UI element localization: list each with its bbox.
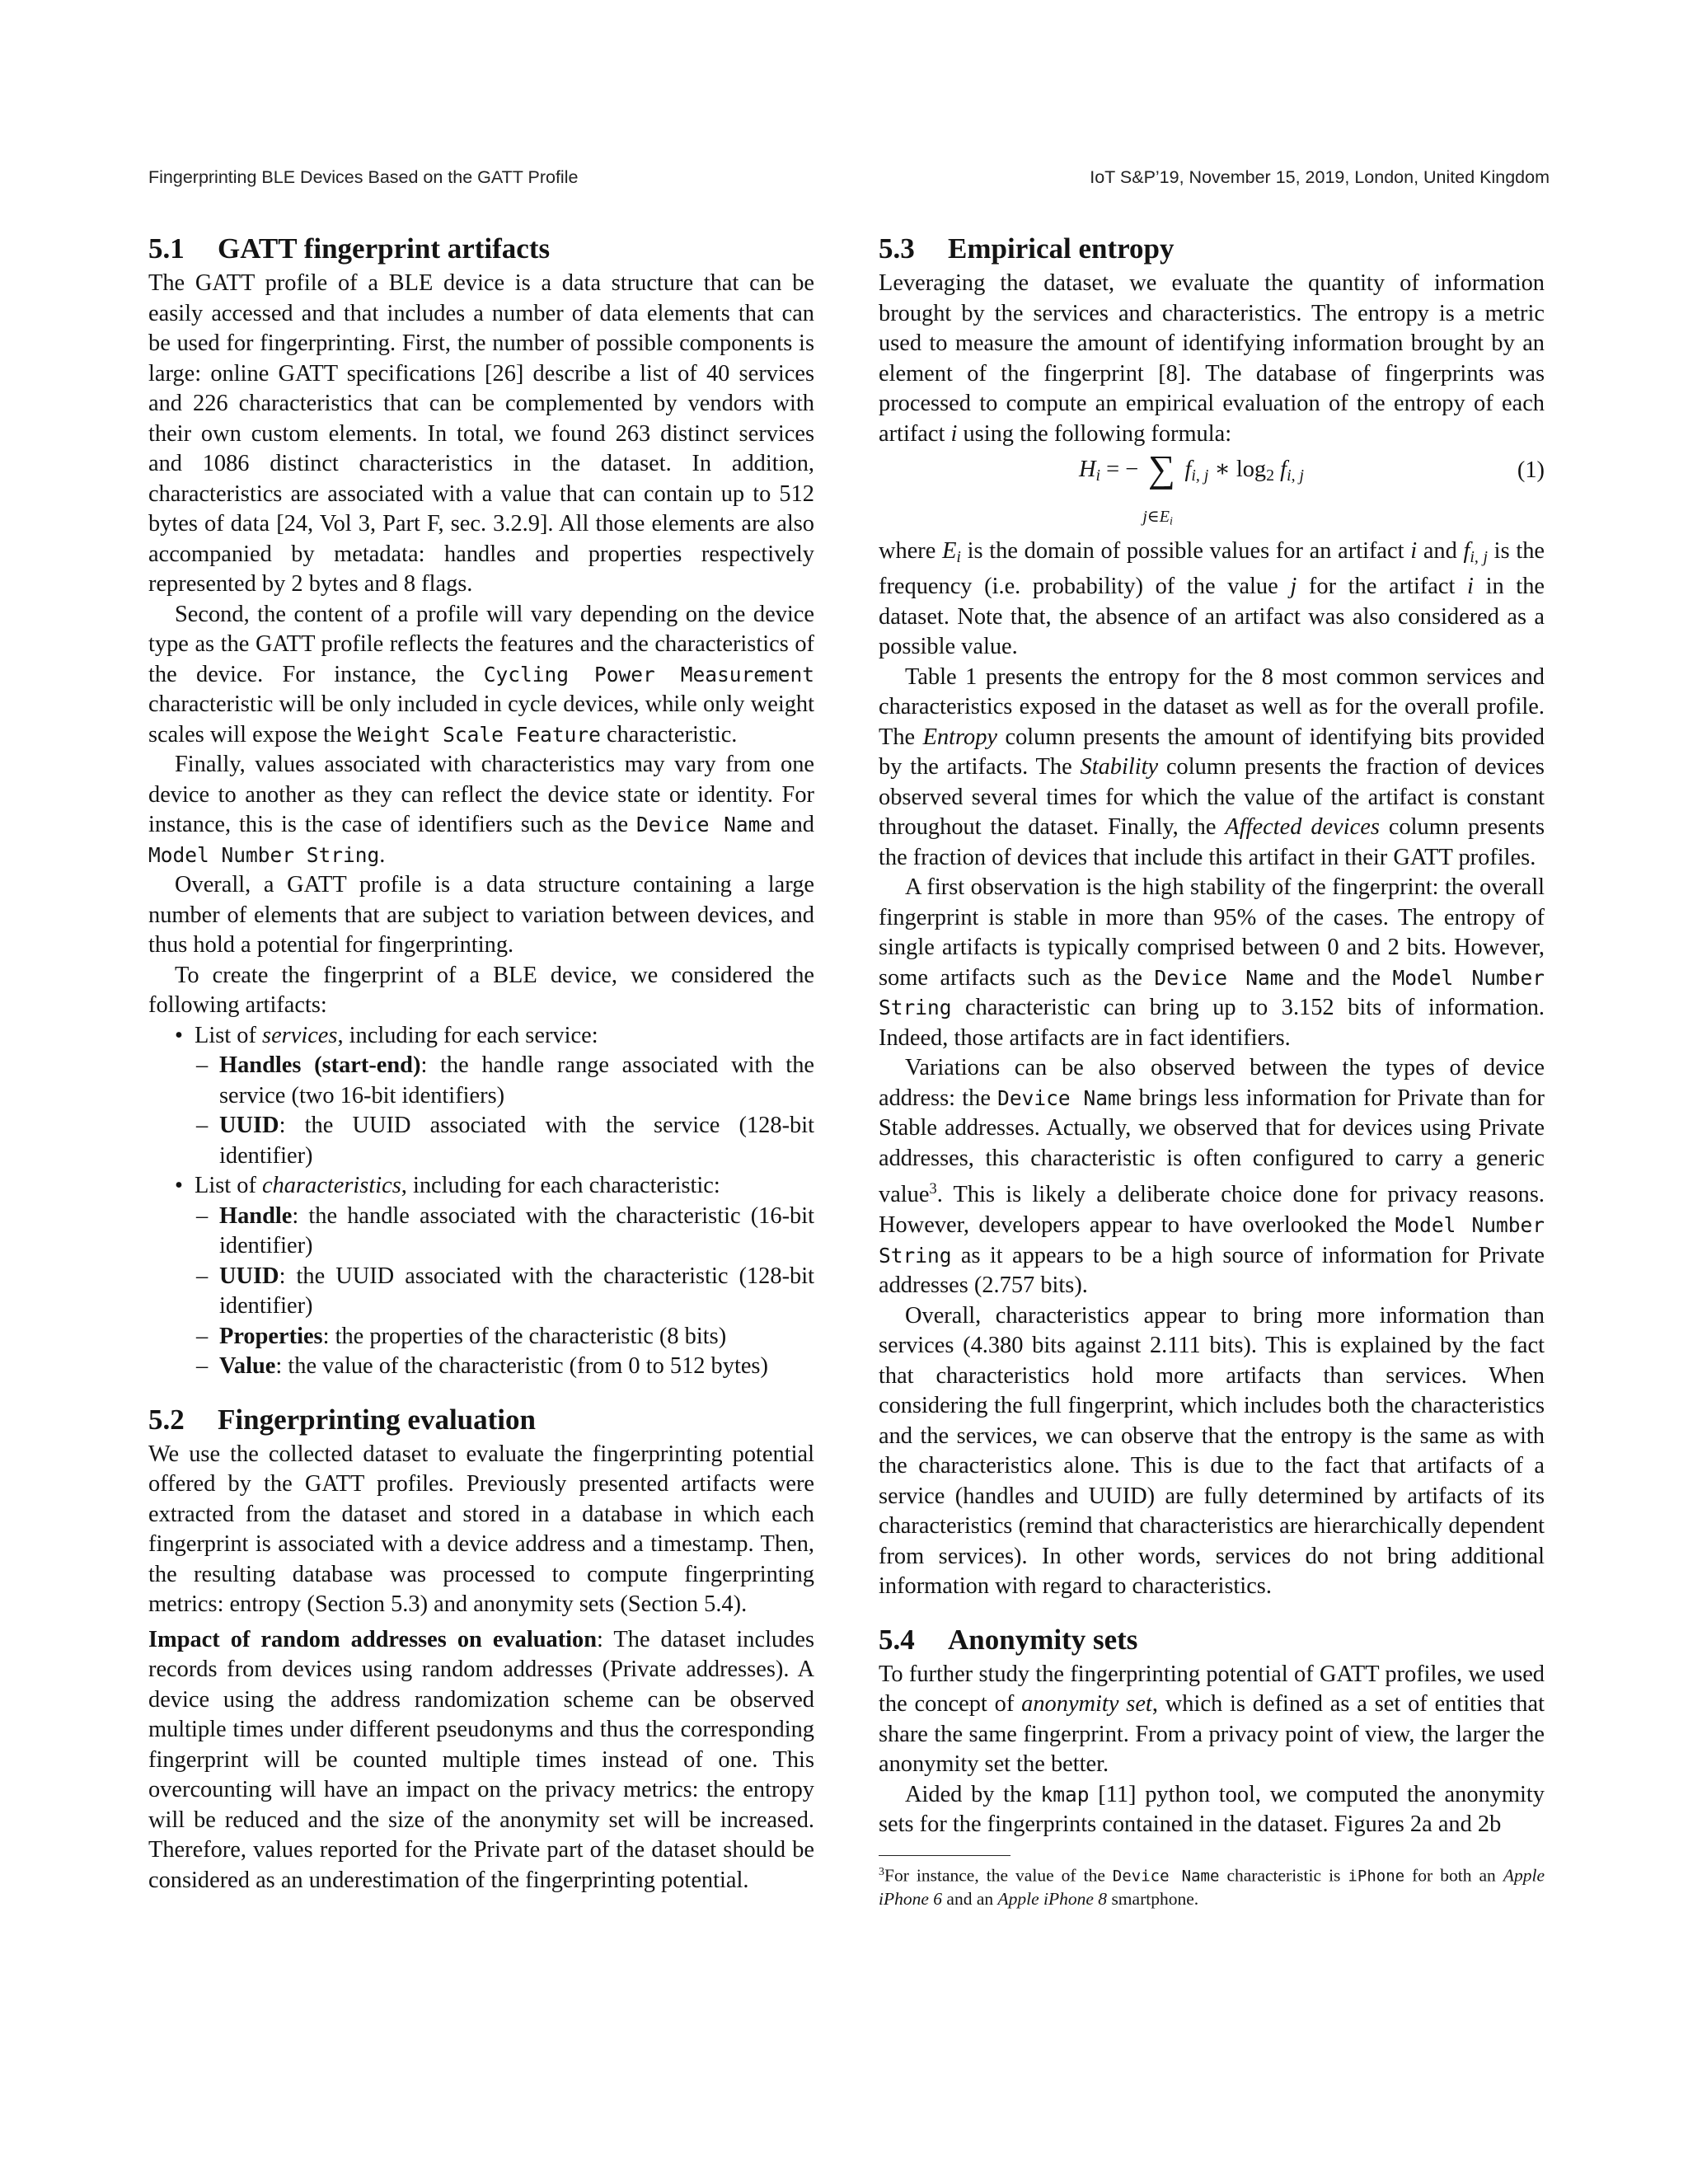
paragraph-text: is the frequency (i.e. probability) of the value (879, 538, 1545, 600)
math-subscript: i, j (1470, 547, 1488, 566)
item-description: : the UUID associated with the characteristic (128-bit identifier) (219, 1263, 814, 1319)
item-description: : the value of the characteristic (from 0 to 512 bytes) (275, 1353, 768, 1379)
section-heading-5-1 (148, 229, 814, 269)
paragraph-text: for the artifact (1296, 574, 1468, 600)
paragraph (879, 269, 1545, 449)
equation-symbol: H (1079, 457, 1096, 482)
list-item-emphasis: services (262, 1022, 338, 1048)
paragraph-text: column presents the fraction of devices observed several times for which the value of the artifact is constant throughout the dataset. Finally, the (879, 754, 1545, 841)
list-item-text: List of (195, 1173, 263, 1198)
summation-index (1142, 500, 1172, 539)
math-symbol: i (950, 420, 958, 447)
paragraph (148, 1440, 814, 1620)
sub-list-item (219, 1202, 814, 1262)
paragraph-text: column presents the fraction of devices that include this artifact in their GATT profiles. (879, 814, 1545, 870)
paragraph (148, 750, 814, 870)
code-term: Device Name (997, 1085, 1132, 1110)
code-term: iPhone (1348, 1867, 1405, 1886)
column-name: Stability (1080, 754, 1159, 780)
equation-operator: ∗ (1208, 457, 1236, 482)
paragraph-text: We use the collected dataset to evaluate the fingerprinting potential offered by the GATT profiles. Previously presented artifacts were extracted from the dataset and stored in a database in which each fingerprint is associated with a device address and a timestamp. Then, the resulting database was processed to compute fingerprinting metrics: entropy (Section 5.3) and anonymity sets (Section 5.4). (148, 1441, 814, 1617)
equation-subscript: i (1095, 466, 1101, 485)
paragraph-text: characteristic will be only included in cycle devices, while only weight scales will expose the (148, 691, 814, 748)
term-emphasis: anonymity set (1021, 1691, 1152, 1718)
paragraph (148, 1625, 814, 1896)
code-term: Model Number String (148, 842, 380, 867)
code-term: Device Name (635, 813, 773, 837)
footnote-text: smartphone. (1107, 1889, 1199, 1910)
math-symbol: E (942, 538, 957, 564)
sub-list (195, 1202, 814, 1382)
left-column (148, 229, 814, 1896)
paragraph (148, 961, 814, 1021)
math-symbol: j (1290, 574, 1297, 600)
footnote (879, 1861, 1545, 1911)
paragraph (879, 537, 1545, 663)
sub-list-item (219, 1322, 814, 1352)
equation-symbol: f (1280, 457, 1287, 482)
artifact-list (148, 1021, 814, 1382)
code-term: Device Name (1112, 1867, 1220, 1886)
paragraph-text: Leveraging the dataset, we evaluate the quantity of information brought by the services and characteristics. The entropy is a metric used to measure the amount of identifying information brought by an element of the fingerprint [8]. The database of fingerprints was processed to compute an empirical evaluation of the entropy of each artifact (879, 270, 1545, 447)
paragraph-text: . This is likely a deliberate choice done for privacy reasons. However, developers appear to have overlooked the (879, 1182, 1545, 1239)
sub-list-item (219, 1111, 814, 1171)
paragraph (879, 873, 1545, 1053)
section-title: Fingerprinting evaluation (218, 1403, 536, 1436)
paragraph-text: To create the fingerprint of a BLE device, we considered the following artifacts: (148, 962, 814, 1018)
math-symbol: f (1463, 538, 1470, 564)
list-item-emphasis: characteristics (262, 1173, 401, 1198)
sigma-glyph: ∑ (1147, 448, 1175, 490)
section-title: GATT fingerprint artifacts (218, 232, 551, 265)
item-term: Value (219, 1353, 276, 1379)
paragraph-text: A first observation is the high stability of the fingerprint: the overall fingerprint is stable in more than 95% of the cases. The entropy of single artifacts is typically comprised between 0 and 2 bits. However, some artifacts such as the (879, 874, 1545, 991)
section-number: 5.4 (879, 1623, 915, 1656)
code-term: Device Name (1154, 965, 1295, 990)
footnote-text: for both an (1404, 1865, 1503, 1886)
section-heading-5-4 (879, 1620, 1545, 1660)
list-item-text: , including for each service: (337, 1022, 598, 1048)
paragraph-text: as it appears to be a high source of information for Private addresses (2.757 bits). (879, 1242, 1545, 1299)
item-term: UUID (219, 1113, 279, 1138)
product-name: Apple iPhone 8 (997, 1889, 1108, 1910)
section-title: Empirical entropy (948, 232, 1175, 265)
footnote-text: characteristic is (1219, 1865, 1348, 1886)
list-item-text: , including for each characteristic: (401, 1173, 720, 1198)
paragraph-text: The GATT profile of a BLE device is a data structure that can be easily accessed and that includes a number of data elements that can be used for fingerprinting. First, the number of possible components is large: online GATT specifications [26] describe a list of 40 services and 226 characteristics that can be complemented by vendors with their own custom elements. In total, we found 263 distinct services and 1086 distinct characteristics in the dataset. In addition, characteristics are associated with a value that can contain up to 512 bytes of data [24, Vol 3, Part F, sec. 3.2.9]. All those elements are also accompanied by metadata: handles and properties respectively represented by 2 bytes and 8 flags. (148, 270, 814, 597)
paragraph-text: characteristic. (600, 721, 738, 748)
column-name: Affected devices (1225, 814, 1380, 841)
section-number: 5.2 (148, 1403, 185, 1436)
paragraph-text: brings less information for Private than for Stable addresses. Actually, we observed that for devices using Private addresses, this characteristic is often configured to carry a generic value (879, 1085, 1545, 1208)
item-description: : the handle associated with the characteristic (16-bit identifier) (219, 1202, 814, 1258)
list-item (195, 1021, 814, 1172)
paragraph-text: Table 1 presents the entropy for the 8 most common services and characteristics exposed in the dataset as well as for the overall profile. The (879, 663, 1545, 750)
item-description: : the properties of the characteristic (8 bits) (322, 1323, 727, 1349)
footnote-marker: 3 (879, 1865, 884, 1878)
paragraph-text: Aided by the (905, 1781, 1041, 1807)
footnote-text: and an (942, 1889, 998, 1910)
sub-list-item (219, 1051, 814, 1111)
paragraph (879, 663, 1545, 874)
paragraph-text: in the dataset. Note that, the absence of an artifact was also considered as a possible value. (879, 574, 1545, 660)
item-term: UUID (219, 1263, 279, 1289)
column-name: Entropy (922, 724, 998, 750)
paragraph-text: To further study the fingerprinting potential of GATT profiles, we used the concept of (879, 1661, 1545, 1718)
paragraph-text: [11] python tool, we computed the anonymity sets for the fingerprints contained in the dataset. Figures 2a and 2b (879, 1781, 1545, 1838)
paragraph-text: Overall, a GATT profile is a data structure containing a large number of elements that are subject to variation between devices, and thus hold a potential for fingerprinting. (148, 872, 814, 958)
math-symbol: i (1410, 538, 1418, 564)
item-term: Properties (219, 1323, 323, 1349)
paragraph-text: characteristic can bring up to 3.152 bits of information. Indeed, those artifacts are in fact identifiers. (879, 995, 1545, 1051)
paragraph (879, 1780, 1545, 1840)
paragraph-text: : The dataset includes records from devices using random addresses (Private addresses). A device using the address randomization scheme can be observed multiple times under different pseudonyms and thus the corresponding fingerprint will be counted multiple times instead of one. This overcounting will have an impact on the privacy metrics: the entropy will be reduced and the size of the anonymity set will be increased. Therefore, values reported for the Private part of the dataset should be considered as an underestimation of the fingerprinting potential. (148, 1626, 814, 1893)
paragraph-text: where (879, 538, 943, 564)
sub-list-item (219, 1262, 814, 1322)
paragraph (879, 1301, 1545, 1602)
paragraph-text: . (379, 841, 386, 868)
entropy-equation (879, 448, 1545, 532)
right-column (879, 229, 1545, 1910)
footnote-marker: 3 (929, 1180, 937, 1197)
code-term: Weight Scale Feature (357, 722, 601, 747)
code-term: Model Number String (879, 1213, 1545, 1268)
paragraph-text: is the domain of possible values for an artifact (960, 538, 1411, 564)
list-item (195, 1171, 814, 1382)
paragraph-text: Overall, characteristics appear to bring more information than services (4.380 bits against 2.111 bits). This is explained by the fact that characteristics hold more artifacts than services. When considering the full fingerprint, which includes both the characteristics and the services, we can observe that the entropy is the same as with the characteristics alone. This is due to the fact that artifacts of a service (handles and UUID) are fully determined by artifacts of its characteristics (remind that characteristics are hierarchically dependent from services). In other words, services do not bring additional information with regard to characteristics. (879, 1302, 1545, 1600)
footnote-rule (879, 1855, 1010, 1856)
paragraph-text: Second, the content of a profile will vary depending on the device type as the GATT profile reflects the features and the characteristics of the device. For instance, the (148, 601, 814, 687)
section-heading-5-2 (148, 1400, 814, 1440)
paragraph (148, 870, 814, 961)
paragraph-text: and (772, 812, 814, 837)
equation-subscript: 2 (1266, 466, 1275, 485)
list-item-text: List of (195, 1022, 263, 1048)
paragraph-text: and the (1294, 964, 1393, 991)
section-number: 5.3 (879, 232, 915, 265)
equation-subscript: i, j (1287, 466, 1305, 485)
run-in-heading: Impact of random addresses on evaluation (148, 1626, 598, 1652)
sub-list (195, 1051, 814, 1171)
section-heading-5-3 (879, 229, 1545, 269)
paragraph (148, 600, 814, 751)
item-description: : the handle range associated with the service (two 16-bit identifiers) (219, 1052, 814, 1108)
math-subscript: i (956, 547, 961, 566)
paragraph-text: Variations can be also observed between the types of device address: the (879, 1055, 1545, 1111)
summation-index-text: j∈E (1142, 508, 1170, 526)
sub-list-item (219, 1352, 814, 1382)
paragraph-text: , which is defined as a set of entities that share the same fingerprint. From a privacy point of view, the larger the anonymity set the better. (879, 1691, 1545, 1778)
code-term: Cycling Power Measurement (483, 662, 814, 687)
item-term: Handle (219, 1202, 293, 1229)
equation-function: log (1236, 457, 1267, 482)
running-header-right: IoT S&P’19, November 15, 2019, London, United Kingdom (1090, 167, 1550, 187)
summation-index-subscript: i (1169, 515, 1173, 528)
running-header-left: Fingerprinting BLE Devices Based on the GATT Profile (148, 167, 579, 187)
paragraph-text: and (1417, 538, 1464, 564)
section-number: 5.1 (148, 232, 185, 265)
section-title: Anonymity sets (948, 1623, 1138, 1656)
paragraph (879, 1053, 1545, 1301)
paragraph-text: using the following formula: (957, 420, 1232, 447)
product-name: Apple iPhone 6 (879, 1865, 1545, 1910)
equation-subscript: i, j (1191, 466, 1209, 485)
code-term: Model Number String (879, 965, 1545, 1020)
equation-symbol: f (1184, 457, 1192, 482)
math-symbol: i (1467, 574, 1474, 600)
paragraph-text: Finally, values associated with characteristics may vary from one device to another as they can reflect the device state or identity. For instance, this is the case of identifiers such as the (148, 752, 814, 837)
paragraph (879, 1660, 1545, 1780)
equation-operator: = − (1100, 457, 1139, 482)
item-description: : the UUID associated with the service (128-bit identifier) (219, 1113, 814, 1169)
footnote-text: For instance, the value of the (884, 1865, 1113, 1886)
code-term: kmap (1040, 1782, 1090, 1807)
paragraph-text: column presents the amount of identifying bits provided by the artifacts. The (879, 724, 1545, 780)
item-term: Handles (start-end) (219, 1052, 421, 1078)
paragraph (148, 269, 814, 600)
equation-number: (1) (1517, 457, 1545, 483)
